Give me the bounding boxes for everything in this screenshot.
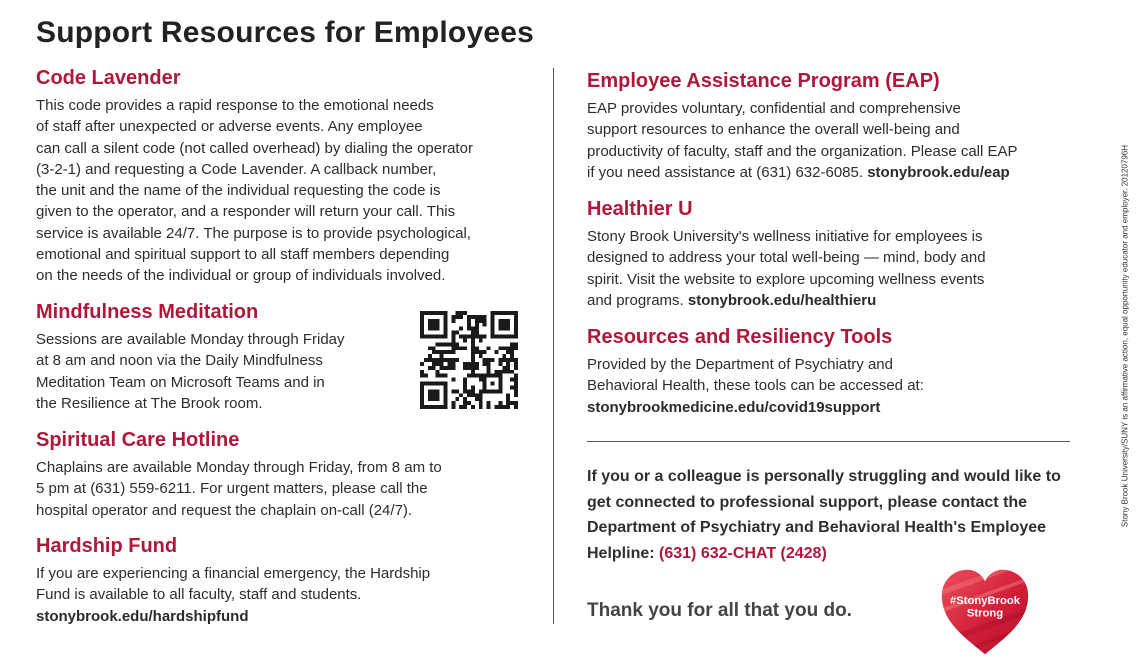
spiritual-care-heading: Spiritual Care Hotline — [36, 429, 240, 451]
resiliency-tools-link[interactable]: stonybrookmedicine.edu/covid19support — [587, 398, 881, 416]
section-spiritual-care — [36, 428, 536, 521]
eap-link[interactable]: stonybrook.edu/eap — [867, 163, 1010, 181]
code-lavender-body: This code provides a rapid response to the emotional needs of staff after unexpected or adverse events. Any employee can call a silent code (not called overhead) by dialing the operator (3-2-1) and requesting a Code Lavender. A callback number, the unit and the name of the individual requesting the code is given to the operator, and a responder will return your call. This service is available 24/7. The purpose is to provide psychological, emotional and spiritual support to all staff members depending on the needs of the individual or group of individuals involved. — [36, 97, 473, 285]
healthier-u-heading: Healthier U — [587, 198, 693, 220]
helpline-message: If you or a colleague is personally struggling and would like to get connected to professional support, please contact the Department of Psychiatry and Behavioral Health's Employee Helpline: (631) 632-CHAT (2428) — [587, 468, 1061, 562]
qr-code-icon[interactable] — [420, 311, 518, 409]
resiliency-tools-heading: Resources and Resiliency Tools — [587, 326, 893, 348]
mindfulness-heading: Mindfulness Meditation — [36, 301, 259, 323]
helpline-divider — [587, 441, 1070, 442]
section-eap — [587, 69, 1082, 183]
healthier-u-link[interactable]: stonybrook.edu/healthieru — [687, 291, 877, 309]
eap-heading: Employee Assistance Program (EAP) — [587, 70, 940, 92]
section-hardship-fund — [36, 534, 536, 627]
hardship-fund-body: If you are experiencing a financial emergency, the Hardship Fund is available to all faculty, staff and students. stonybrook.edu/hardshipfund — [36, 565, 431, 625]
helpline-phone[interactable]: (631) 632-CHAT (2428) — [659, 544, 827, 562]
eap-body: EAP provides voluntary, confidential and comprehensive support resources to enhance the overall well-being and productivity of faculty, staff and the organization. Please call EAP if you need assistance at (631) 632-6085. stonybrook.edu/eap — [587, 100, 1018, 181]
healthier-u-body: Stony Brook University's wellness initiative for employees is designed to address your total well-being — mind, body and spirit. Visit the website to explore upcoming wellness events and programs. stonybrook.edu/healthieru — [587, 228, 986, 309]
resiliency-tools-body: Provided by the Department of Psychiatry and Behavioral Health, these tools can be accessed at: stonybrookmedicine.edu/covid19support — [587, 356, 924, 416]
heart-line-1: #StonyBrook — [949, 594, 1021, 607]
section-healthier-u — [587, 197, 1082, 311]
heart-line-2: Strong — [966, 607, 1004, 620]
mindfulness-body: Sessions are available Monday through Friday at 8 am and noon via the Daily Mindfulness Meditation Team on Microsoft Teams and in the Resilience at The Brook room. — [36, 331, 345, 412]
section-resiliency-tools — [587, 325, 1082, 418]
hardship-fund-heading: Hardship Fund — [36, 535, 178, 557]
page-title: Support Resources for Employees — [36, 16, 534, 49]
spiritual-care-body: Chaplains are available Monday through Friday, from 8 am to 5 pm at (631) 559-6211. For urgent matters, please call the hospital operator and request the chaplain on-call (24/7). — [36, 459, 442, 519]
heart-badge-icon — [940, 562, 1030, 662]
vertical-note-wrap — [1114, 8, 1136, 663]
section-code-lavender — [36, 66, 536, 287]
thank-you-message: Thank you for all that you do. — [587, 600, 852, 621]
hardship-fund-link[interactable]: stonybrook.edu/hardshipfund — [36, 607, 249, 625]
column-divider — [553, 68, 554, 624]
code-lavender-heading: Code Lavender — [36, 67, 181, 89]
vertical-disclaimer: Stony Brook University/SUNY is an affirmative action, equal opportunity educator and employer. 20120796H — [1120, 144, 1130, 527]
